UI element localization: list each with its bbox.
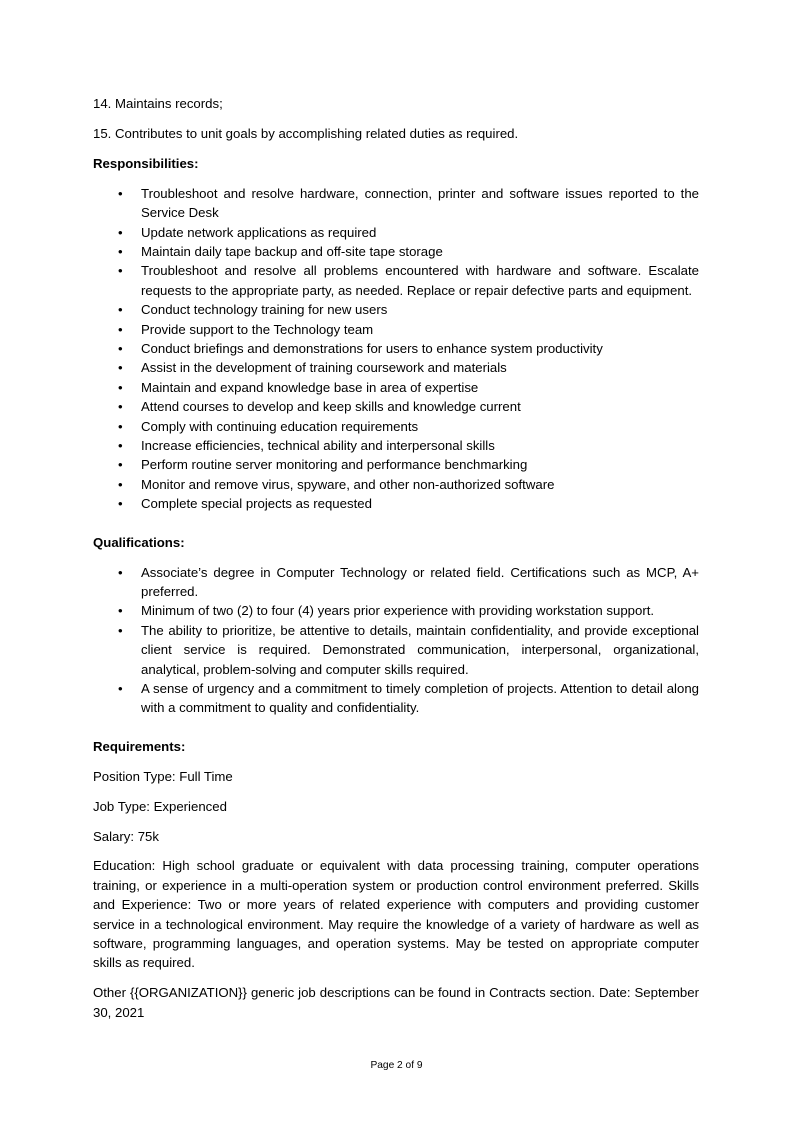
list-item: • Monitor and remove virus, spyware, and other non-authorized software	[93, 475, 699, 494]
responsibilities-list	[93, 184, 699, 514]
list-item: • The ability to prioritize, be attentive to details, maintain confidentiality, and provide exceptional client service is required. Demonstrated communication, interpersonal, organizational, analytical, problem-solving and computer skills required.	[93, 621, 699, 679]
page-number-label: Page 2 of 9	[370, 1060, 423, 1071]
list-item: • Complete special projects as requested	[93, 494, 699, 513]
list-item: • A sense of urgency and a commitment to timely completion of projects. Attention to detail along with a commitment to quality and confidentiality.	[93, 679, 699, 718]
numbered-item-14: 14. Maintains records;	[93, 96, 223, 111]
list-item: • Increase efficiencies, technical ability and interpersonal skills	[93, 436, 699, 455]
list-item: • Maintain and expand knowledge base in area of expertise	[93, 378, 699, 397]
list-item: • Troubleshoot and resolve hardware, connection, printer and software issues reported to the Service Desk	[93, 184, 699, 223]
education-paragraph: Education: High school graduate or equivalent with data processing training, computer operations training, or experience in a multi-operation system or production control environment preferred. Skills and Experience: Two or more years of related experience with computers and providing customer service in a technological environment. May require the knowledge of a variety of hardware as well as software, programming languages, and operation systems. May be tested on appropriate computer skills as required.	[93, 858, 699, 971]
document-body	[93, 94, 699, 1033]
list-item: • Troubleshoot and resolve all problems encountered with hardware and software. Escalate requests to the appropriate party, as needed. Replace or repair defective parts and equipment.	[93, 261, 699, 300]
qualifications-heading: Qualifications:	[93, 534, 185, 550]
requirements-heading: Requirements:	[93, 738, 186, 754]
other-descriptions-paragraph: Other {{ORGANIZATION}} generic job descriptions can be found in Contracts section. Date: September 30, 2021	[93, 985, 699, 1020]
position-type-line: Position Type: Full Time	[93, 768, 233, 784]
page-footer	[0, 1059, 793, 1073]
list-item: • Maintain daily tape backup and off-site tape storage	[93, 242, 699, 261]
salary-line: Salary: 75k	[93, 828, 159, 844]
list-item: • Assist in the development of training coursework and materials	[93, 358, 699, 377]
job-type-line: Job Type: Experienced	[93, 798, 227, 814]
numbered-item-15: 15. Contributes to unit goals by accomplishing related duties as required.	[93, 125, 519, 141]
section-spacer	[93, 728, 699, 737]
qualifications-list	[93, 563, 699, 718]
list-item: • Conduct briefings and demonstrations for users to enhance system productivity	[93, 339, 699, 358]
list-item: • Attend courses to develop and keep skills and knowledge current	[93, 397, 699, 416]
list-item: • Provide support to the Technology team	[93, 320, 699, 339]
list-item: • Minimum of two (2) to four (4) years prior experience with providing workstation support.	[93, 601, 699, 620]
list-item: • Associate’s degree in Computer Technology or related field. Certifications such as MCP, A+ preferred.	[93, 563, 699, 602]
list-item: • Comply with continuing education requirements	[93, 417, 699, 436]
responsibilities-heading: Responsibilities:	[93, 155, 199, 171]
section-spacer	[93, 524, 699, 533]
list-item: • Update network applications as required	[93, 223, 699, 242]
list-item: • Perform routine server monitoring and performance benchmarking	[93, 455, 699, 474]
list-item: • Conduct technology training for new users	[93, 300, 699, 319]
